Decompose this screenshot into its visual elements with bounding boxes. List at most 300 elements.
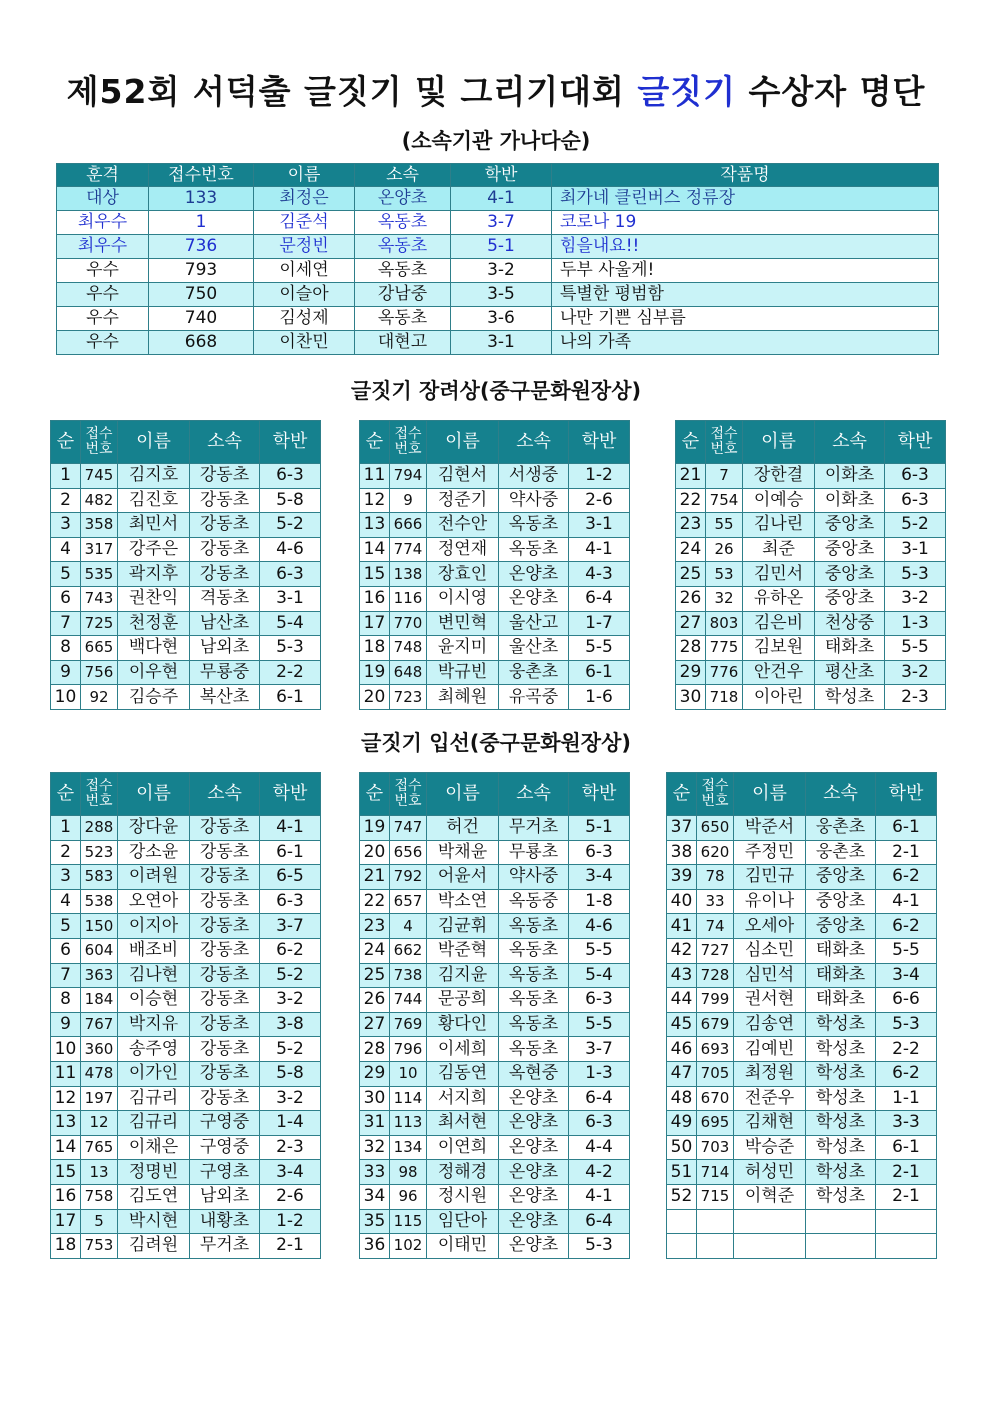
- selection-cell: 오세아: [734, 914, 806, 939]
- selection-cell: 김예빈: [734, 1037, 806, 1062]
- selection-row: [667, 1111, 937, 1136]
- selection-cell: 78: [697, 865, 734, 890]
- selection-cell: 주정민: [734, 840, 806, 865]
- selection-cell: 4: [51, 889, 81, 914]
- selection-cell: 3-2: [260, 1086, 321, 1111]
- selection-cell: 3-7: [569, 1037, 630, 1062]
- selection-cell: 36: [360, 1234, 390, 1259]
- encouragement-cell: 5-4: [260, 611, 321, 636]
- selection-cell: 24: [360, 938, 390, 963]
- awards-cell: 우수: [57, 307, 149, 331]
- selection-cell: 650: [697, 816, 734, 841]
- encouragement-row: [51, 611, 321, 636]
- selection-cell: 21: [360, 865, 390, 890]
- selection-cell: 604: [81, 938, 118, 963]
- encouragement-cell: 강동초: [190, 488, 260, 513]
- selection-cell: 학성초: [806, 1061, 876, 1086]
- selection-cell: 5-5: [876, 938, 937, 963]
- selection-cell: 강동초: [190, 840, 260, 865]
- encouragement-cell: 116: [390, 586, 427, 611]
- selection-cell: 5-5: [569, 938, 630, 963]
- encouragement-cell: 평산초: [815, 660, 885, 685]
- selection-row: [667, 865, 937, 890]
- selection-cell: 20: [360, 840, 390, 865]
- selection-cell: 3-3: [876, 1111, 937, 1136]
- encouragement-cell: 17: [360, 611, 390, 636]
- encouragement-cell: 358: [81, 513, 118, 538]
- selection-row: [360, 988, 630, 1013]
- encouragement-cell: 30: [676, 685, 706, 710]
- encouragement-cell: 온양초: [499, 586, 569, 611]
- awards-cell: 750: [149, 283, 254, 307]
- selection-row: [667, 889, 937, 914]
- selection-header-cell: 이름: [734, 773, 806, 816]
- encouragement-row: [360, 537, 630, 562]
- encouragement-row: [360, 488, 630, 513]
- selection-cell: 구영중: [190, 1135, 260, 1160]
- selection-cell: 강동초: [190, 889, 260, 914]
- encouragement-cell: 4-1: [569, 537, 630, 562]
- encouragement-cell: 울산초: [499, 636, 569, 661]
- selection-row: [667, 1234, 937, 1259]
- encouragement-cell: 6-1: [260, 685, 321, 710]
- selection-cell: 5-3: [876, 1012, 937, 1037]
- encouragement-cell: 2-6: [569, 488, 630, 513]
- selection-row: [360, 1012, 630, 1037]
- encouragement-cell: 김승주: [118, 685, 190, 710]
- selection-cell: 정명빈: [118, 1160, 190, 1185]
- encouragement-cell: 7: [51, 611, 81, 636]
- encouragement-cell: 이화초: [815, 488, 885, 513]
- awards-row: [57, 307, 939, 331]
- selection-cell: 150: [81, 914, 118, 939]
- encouragement-cell: 무룡중: [190, 660, 260, 685]
- awards-table: [56, 163, 939, 355]
- selection-cell: 6-3: [569, 840, 630, 865]
- selection-cell: 25: [360, 963, 390, 988]
- selection-cell: 4-6: [569, 914, 630, 939]
- selection-cell: 강동초: [190, 816, 260, 841]
- selection-cell: 583: [81, 865, 118, 890]
- encouragement-cell: 최준: [743, 537, 815, 562]
- selection-cell: 2-1: [260, 1234, 321, 1259]
- selection-cell: 온양초: [499, 1111, 569, 1136]
- encouragement-cell: 2-2: [260, 660, 321, 685]
- selection-header-cell: 순: [667, 773, 697, 816]
- encouragement-cell: 웅촌초: [499, 660, 569, 685]
- awards-cell: 668: [149, 331, 254, 355]
- encouragement-cell: 최민서: [118, 513, 190, 538]
- awards-cell: 우수: [57, 259, 149, 283]
- selection-row: [667, 914, 937, 939]
- selection-cell: 임단아: [427, 1209, 499, 1234]
- selection-cell: 문공희: [427, 988, 499, 1013]
- encouragement-cell: 곽지후: [118, 562, 190, 587]
- awards-header-cell: 이름: [254, 164, 355, 187]
- encouragement-cell: 정연재: [427, 537, 499, 562]
- selection-cell: 5: [81, 1209, 118, 1234]
- selection-cell: 웅촌초: [806, 840, 876, 865]
- selection-cell: 서지희: [427, 1086, 499, 1111]
- selection-cell: 6-1: [876, 1135, 937, 1160]
- awards-cell: 133: [149, 187, 254, 211]
- encouragement-cell: 3: [51, 513, 81, 538]
- awards-cell: 최정은: [254, 187, 355, 211]
- encouragement-cell: 옥동초: [499, 513, 569, 538]
- selection-row: [360, 1061, 630, 1086]
- selection-cell: 11: [51, 1061, 81, 1086]
- encouragement-cell: 1-6: [569, 685, 630, 710]
- selection-row: [667, 1209, 937, 1234]
- encouragement-cell: 9: [390, 488, 427, 513]
- selection-row: [51, 1209, 321, 1234]
- selection-row: [51, 988, 321, 1013]
- encouragement-header-cell: 이름: [118, 421, 190, 464]
- selection-cell: 10: [51, 1037, 81, 1062]
- selection-cell: 박소연: [427, 889, 499, 914]
- encouragement-cell: 김보원: [743, 636, 815, 661]
- selection-cell: 3-8: [260, 1012, 321, 1037]
- encouragement-row: [676, 562, 946, 587]
- selection-cell: 어윤서: [427, 865, 499, 890]
- selection-cell: 49: [667, 1111, 697, 1136]
- selection-header-cell: 순: [51, 773, 81, 816]
- awards-cell: 대현고: [355, 331, 451, 355]
- awards-cell: 나만 기쁜 심부름: [552, 307, 939, 331]
- selection-cell: 옥동초: [499, 963, 569, 988]
- selection-cell: 김동연: [427, 1061, 499, 1086]
- selection-row: [360, 1037, 630, 1062]
- encouragement-header-cell: 접수 번호: [390, 421, 427, 464]
- encouragement-row: [360, 562, 630, 587]
- selection-cell: 13: [81, 1160, 118, 1185]
- selection-cell: 1-4: [260, 1111, 321, 1136]
- awards-cell: 옥동초: [355, 259, 451, 283]
- selection-cell: 6: [51, 938, 81, 963]
- selection-cell: 6-4: [569, 1209, 630, 1234]
- encouragement-row: [676, 660, 946, 685]
- selection-cell: 33: [360, 1160, 390, 1185]
- selection-cell: 34: [360, 1184, 390, 1209]
- selection-cell: 6-2: [876, 914, 937, 939]
- selection-cell: 744: [390, 988, 427, 1013]
- selection-cell: 김려원: [118, 1234, 190, 1259]
- selection-header-cell: 소속: [499, 773, 569, 816]
- selection-cell: 온양초: [499, 1184, 569, 1209]
- awards-row: [57, 259, 939, 283]
- selection-cell: 김송연: [734, 1012, 806, 1037]
- selection-cell: 1-8: [569, 889, 630, 914]
- encouragement-row: [676, 586, 946, 611]
- selection-cell: 배조비: [118, 938, 190, 963]
- selection-cell: 703: [697, 1135, 734, 1160]
- encouragement-cell: 장한결: [743, 464, 815, 489]
- awards-header-cell: 접수번호: [149, 164, 254, 187]
- selection-cell: 39: [667, 865, 697, 890]
- selection-cell: 19: [360, 816, 390, 841]
- awards-cell: 3-6: [451, 307, 552, 331]
- encouragement-row: [360, 685, 630, 710]
- selection-cell: 오연아: [118, 889, 190, 914]
- selection-cell: 온양초: [499, 1209, 569, 1234]
- encouragement-header-cell: 소속: [190, 421, 260, 464]
- encouragement-cell: 이우현: [118, 660, 190, 685]
- selection-cell: 31: [360, 1111, 390, 1136]
- selection-cell: 705: [697, 1061, 734, 1086]
- selection-cell: 이연희: [427, 1135, 499, 1160]
- selection-row: [667, 1135, 937, 1160]
- encouragement-cell: 11: [360, 464, 390, 489]
- selection-cell: 32: [360, 1135, 390, 1160]
- encouragement-cell: 울산고: [499, 611, 569, 636]
- selection-cell: 35: [360, 1209, 390, 1234]
- encouragement-cell: 6-3: [885, 464, 946, 489]
- selection-cell: 52: [667, 1184, 697, 1209]
- selection-cell: 5-4: [569, 963, 630, 988]
- selection-cell: 74: [697, 914, 734, 939]
- selection-cell: 5-1: [569, 816, 630, 841]
- encouragement-cell: 중앙초: [815, 586, 885, 611]
- selection-cell: 태화초: [806, 938, 876, 963]
- selection-cell: 26: [360, 988, 390, 1013]
- selection-cell: [667, 1209, 697, 1234]
- selection-row: [51, 840, 321, 865]
- encouragement-cell: 743: [81, 586, 118, 611]
- encouragement-table: [50, 420, 321, 710]
- encouragement-cell: 김현서: [427, 464, 499, 489]
- selection-cell: 권서현: [734, 988, 806, 1013]
- selection-cell: 758: [81, 1184, 118, 1209]
- selection-row: [360, 840, 630, 865]
- selection-cell: 온양초: [499, 1234, 569, 1259]
- selection-cell: 134: [390, 1135, 427, 1160]
- encouragement-cell: 29: [676, 660, 706, 685]
- selection-row: [667, 988, 937, 1013]
- selection-row: [667, 840, 937, 865]
- encouragement-cell: 21: [676, 464, 706, 489]
- awards-cell: 이찬민: [254, 331, 355, 355]
- selection-header-cell: 소속: [806, 773, 876, 816]
- selection-cell: 2-2: [876, 1037, 937, 1062]
- encouragement-cell: 천상중: [815, 611, 885, 636]
- selection-cell: 657: [390, 889, 427, 914]
- selection-row: [360, 1184, 630, 1209]
- selection-cell: 태화초: [806, 988, 876, 1013]
- selection-cell: 792: [390, 865, 427, 890]
- selection-cell: 학성초: [806, 1184, 876, 1209]
- encouragement-cell: 안건우: [743, 660, 815, 685]
- selection-cell: 288: [81, 816, 118, 841]
- encouragement-row: [51, 488, 321, 513]
- selection-cell: 1-3: [569, 1061, 630, 1086]
- selection-cell: 이지아: [118, 914, 190, 939]
- encouragement-cell: 5-2: [885, 513, 946, 538]
- selection-header-cell: 접수 번호: [697, 773, 734, 816]
- encouragement-cell: 권찬익: [118, 586, 190, 611]
- selection-table: [359, 772, 630, 1259]
- selection-row: [51, 816, 321, 841]
- encouragement-cell: 12: [360, 488, 390, 513]
- encouragement-cell: 5-5: [885, 636, 946, 661]
- encouragement-cell: 정준기: [427, 488, 499, 513]
- selection-cell: 656: [390, 840, 427, 865]
- encouragement-row: [51, 513, 321, 538]
- awards-cell: 코로나 19: [552, 211, 939, 235]
- selection-cell: 33: [697, 889, 734, 914]
- encouragement-cell: 5-3: [260, 636, 321, 661]
- encouragement-row: [676, 537, 946, 562]
- awards-cell: 3-1: [451, 331, 552, 355]
- selection-header-cell: 순: [360, 773, 390, 816]
- selection-row: [360, 914, 630, 939]
- selection-cell: 4-1: [260, 816, 321, 841]
- encouragement-cell: 775: [706, 636, 743, 661]
- selection-cell: 5: [51, 914, 81, 939]
- encouragement-cell: 794: [390, 464, 427, 489]
- selection-cell: 17: [51, 1209, 81, 1234]
- selection-row: [51, 1037, 321, 1062]
- selection-row: [360, 963, 630, 988]
- encouragement-cell: 6-3: [260, 464, 321, 489]
- selection-cell: 714: [697, 1160, 734, 1185]
- selection-cell: 620: [697, 840, 734, 865]
- encouragement-row: [676, 488, 946, 513]
- selection-cell: 최서현: [427, 1111, 499, 1136]
- selection-row: [667, 963, 937, 988]
- selection-cell: 753: [81, 1234, 118, 1259]
- selection-cell: 정해경: [427, 1160, 499, 1185]
- encouragement-cell: 7: [706, 464, 743, 489]
- encouragement-cell: 27: [676, 611, 706, 636]
- selection-cell: 4-4: [569, 1135, 630, 1160]
- selection-cell: 전준우: [734, 1086, 806, 1111]
- selection-cell: 4: [390, 914, 427, 939]
- selection-cell: 옥동초: [499, 988, 569, 1013]
- encouragement-cell: 1-3: [885, 611, 946, 636]
- encouragement-cell: 803: [706, 611, 743, 636]
- encouragement-cell: 강동초: [190, 513, 260, 538]
- selection-cell: 유이나: [734, 889, 806, 914]
- selection-cell: 김나현: [118, 963, 190, 988]
- encouragement-table: [675, 420, 946, 710]
- encouragement-cell: 백다현: [118, 636, 190, 661]
- encouragement-cell: 13: [360, 513, 390, 538]
- selection-cell: 41: [667, 914, 697, 939]
- encouragement-cell: 옥동초: [499, 537, 569, 562]
- encouragement-cell: 태화초: [815, 636, 885, 661]
- selection-cell: 학성초: [806, 1135, 876, 1160]
- encouragement-cell: 3-1: [569, 513, 630, 538]
- selection-cell: 2-6: [260, 1184, 321, 1209]
- encouragement-cell: 3-2: [885, 586, 946, 611]
- encouragement-row: [360, 586, 630, 611]
- selection-cell: 2-3: [260, 1135, 321, 1160]
- encouragement-cell: 서생중: [499, 464, 569, 489]
- selection-cell: 4-1: [569, 1184, 630, 1209]
- selection-cell: 747: [390, 816, 427, 841]
- selection-row: [51, 1111, 321, 1136]
- awards-cell: 이세연: [254, 259, 355, 283]
- selection-cell: 남외초: [190, 1184, 260, 1209]
- selection-cell: 김규리: [118, 1111, 190, 1136]
- awards-cell: 3-2: [451, 259, 552, 283]
- page-subtitle: (소속기관 가나다순): [401, 129, 591, 153]
- selection-cell: 김민규: [734, 865, 806, 890]
- selection-cell: 허건: [427, 816, 499, 841]
- selection-cell: 14: [51, 1135, 81, 1160]
- encouragement-cell: 770: [390, 611, 427, 636]
- encouragement-cell: 3-2: [885, 660, 946, 685]
- encouragement-cell: 756: [81, 660, 118, 685]
- encouragement-cell: 유곡중: [499, 685, 569, 710]
- awards-cell: 793: [149, 259, 254, 283]
- encouragement-cell: 482: [81, 488, 118, 513]
- selection-cell: 29: [360, 1061, 390, 1086]
- selection-cell: 98: [390, 1160, 427, 1185]
- selection-cell: 47: [667, 1061, 697, 1086]
- encouragement-cell: 648: [390, 660, 427, 685]
- selection-cell: 40: [667, 889, 697, 914]
- selection-cell: 1-1: [876, 1086, 937, 1111]
- selection-cell: 23: [360, 914, 390, 939]
- selection-cell: 7: [51, 963, 81, 988]
- selection-row: [51, 889, 321, 914]
- encouragement-cell: 19: [360, 660, 390, 685]
- selection-cell: 웅촌초: [806, 816, 876, 841]
- awards-cell: 옥동초: [355, 211, 451, 235]
- encouragement-cell: 중앙초: [815, 562, 885, 587]
- selection-cell: 523: [81, 840, 118, 865]
- encouragement-cell: 5-2: [260, 513, 321, 538]
- encouragement-cell: 강동초: [190, 562, 260, 587]
- encouragement-cell: 김지호: [118, 464, 190, 489]
- awards-cell: 옥동초: [355, 307, 451, 331]
- selection-cell: 무거초: [190, 1234, 260, 1259]
- selection-cell: 42: [667, 938, 697, 963]
- awards-cell: 736: [149, 235, 254, 259]
- encouragement-header-cell: 이름: [427, 421, 499, 464]
- awards-cell: 두부 사울게!: [552, 259, 939, 283]
- awards-row: [57, 235, 939, 259]
- selection-cell: 온양초: [499, 1160, 569, 1185]
- selection-cell: 온양초: [499, 1086, 569, 1111]
- encouragement-cell: 9: [51, 660, 81, 685]
- selection-header-cell: 이름: [427, 773, 499, 816]
- selection-cell: 360: [81, 1037, 118, 1062]
- encouragement-cell: 23: [676, 513, 706, 538]
- selection-cell: 5-2: [260, 1037, 321, 1062]
- selection-cell: 10: [390, 1061, 427, 1086]
- encouragement-cell: 약사중: [499, 488, 569, 513]
- selection-row: [51, 1234, 321, 1259]
- awards-cell: 김성제: [254, 307, 355, 331]
- encouragement-cell: 중앙초: [815, 537, 885, 562]
- selection-row: [51, 938, 321, 963]
- awards-cell: 최가네 클린버스 정류장: [552, 187, 939, 211]
- encouragement-cell: 4-6: [260, 537, 321, 562]
- selection-cell: 6-1: [260, 840, 321, 865]
- awards-cell: 우수: [57, 331, 149, 355]
- encouragement-cell: 4: [51, 537, 81, 562]
- awards-cell: 온양초: [355, 187, 451, 211]
- selection-cell: [806, 1209, 876, 1234]
- selection-row: [667, 1184, 937, 1209]
- encouragement-cell: 4-3: [569, 562, 630, 587]
- encouragement-row: [676, 636, 946, 661]
- encouragement-row: [676, 611, 946, 636]
- selection-cell: 738: [390, 963, 427, 988]
- selection-header-cell: 이름: [118, 773, 190, 816]
